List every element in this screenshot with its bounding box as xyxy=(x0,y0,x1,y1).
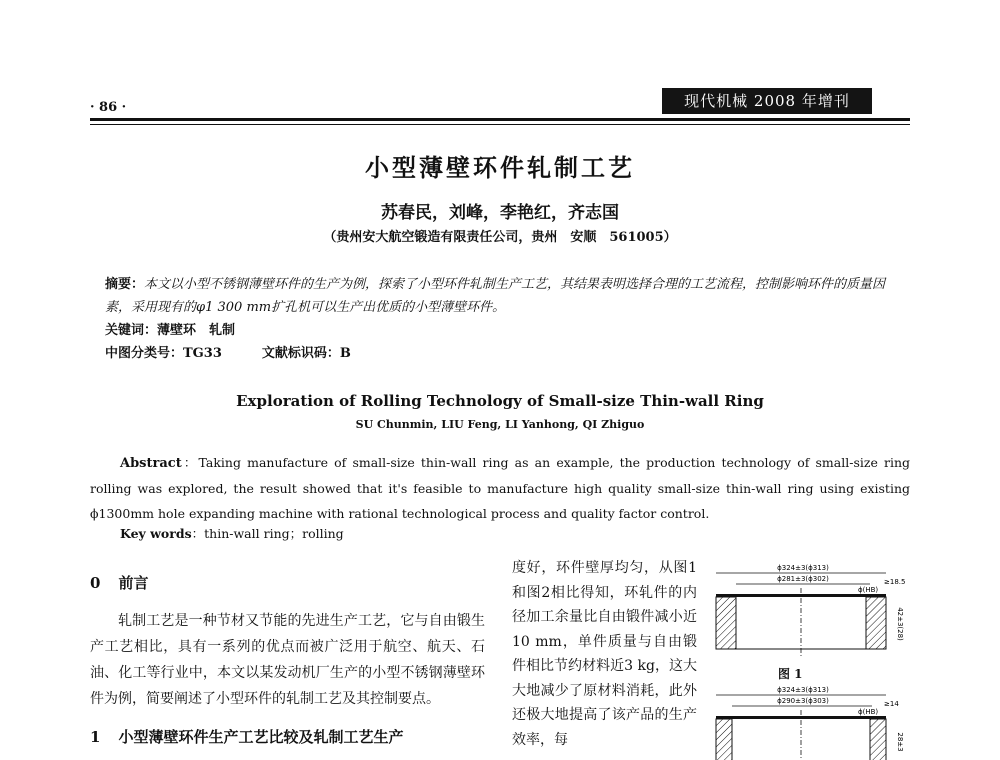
figure-1-caption: 图 1 xyxy=(778,667,803,681)
fig1-hb-label: ϕ(HB) xyxy=(858,586,879,594)
fig2-wall-dim: ≥14 xyxy=(884,700,899,708)
document-code: 文献标识码：B xyxy=(261,346,351,361)
section-0-paragraph: 轧制工艺是一种节材又节能的先进生产工艺，它与自由锻生产工艺相比，具有一系列的优点而被广泛用于航空、航天、石油、化工等行业中，本文以某发动机厂生产的小型不锈钢薄壁环件为例，简要阐述了小型环件的轧制工艺及其控制要点。 xyxy=(90,613,485,707)
affiliation: （贵州安大航空锻造有限责任公司，贵州 安顺 561005） xyxy=(323,230,677,245)
section-0-heading xyxy=(90,570,485,596)
fig1-wall-dim: ≥18.5 xyxy=(884,578,906,586)
english-abstract-text: ：Taking manufacture of small-size thin-wall ring as an example, the production technology of small-size ring rolling was explored, the result showed that it's feasible to manufacture high quality small-size thin-wall ring using existing ϕ1300mm hole expanding machine with rational technological process and quality factor control. xyxy=(90,455,910,521)
fig1-inner-dim: ϕ281±3(ϕ302) xyxy=(777,575,829,583)
english-keywords xyxy=(120,524,344,542)
header-rule-thick xyxy=(90,118,910,121)
body-left-column xyxy=(90,570,485,750)
english-keywords-text: ：thin-wall ring；rolling xyxy=(191,526,344,541)
english-keywords-label: Key words xyxy=(120,526,192,541)
keywords-cn: 关键词：薄壁环 轧制 xyxy=(105,323,236,338)
english-abstract xyxy=(90,450,910,526)
section-0-number: 0 xyxy=(90,574,101,592)
journal-name-banner: 现代机械 2008 年增刊 xyxy=(662,88,872,114)
page-number: · 86 · xyxy=(90,100,127,115)
section-1-heading xyxy=(90,724,485,750)
body-middle-column: 度好，环件壁厚均匀，从图1和图2相比得知，环轧件的内径加工余量比自由锻件减小近10 mm，单件质量与自由锻件相比节约材料近3 kg，这大大地减少了原材料消耗，此外还极大地提高了该产品的生产效率，每 xyxy=(512,560,697,748)
abstract-label: 摘要： xyxy=(105,277,145,292)
header-rule-thin xyxy=(90,124,910,125)
author-list: 苏春民，刘峰，李艳红，齐志国 xyxy=(381,203,619,223)
english-title: Exploration of Rolling Technology of Small-size Thin-wall Ring xyxy=(236,392,764,410)
fig2-inner-dim: ϕ290±3(ϕ303) xyxy=(777,697,829,705)
section-1-title: 小型薄壁环件生产工艺比较及轧制工艺生产 xyxy=(118,728,404,746)
paper-title: 小型薄壁环件轧制工艺 xyxy=(365,153,635,182)
abstract-cn xyxy=(105,273,905,319)
classification-line xyxy=(105,342,391,361)
abstract-text: 本文以小型不锈钢薄壁环件的生产为例，探索了小型环件轧制生产工艺，其结果表明选择合理的工艺流程，控制影响环件的质量因素，采用现有的φ1 300 mm扩孔机可以生产出优质的小型薄壁环件。 xyxy=(105,277,886,315)
section-0-title: 前言 xyxy=(118,574,149,592)
english-abstract-label: Abstract xyxy=(120,456,182,471)
fig1-outer-dim: ϕ324±3(ϕ313) xyxy=(777,564,829,572)
classification-number: 中图分类号：TG33 xyxy=(105,346,222,361)
fig1-height-dim: 42±3(28) xyxy=(896,607,904,641)
english-authors: SU Chunmin, LIU Feng, LI Yanhong, QI Zhiguo xyxy=(355,418,645,431)
section-1-number: 1 xyxy=(90,728,101,746)
fig2-height-dim: 28±3 xyxy=(896,732,904,752)
figure-2-ring-cross-section xyxy=(708,684,908,760)
fig2-hb-label: ϕ(HB) xyxy=(858,708,879,716)
fig2-outer-dim: ϕ324±3(ϕ313) xyxy=(777,686,829,694)
figure-1-ring-cross-section xyxy=(708,562,908,672)
